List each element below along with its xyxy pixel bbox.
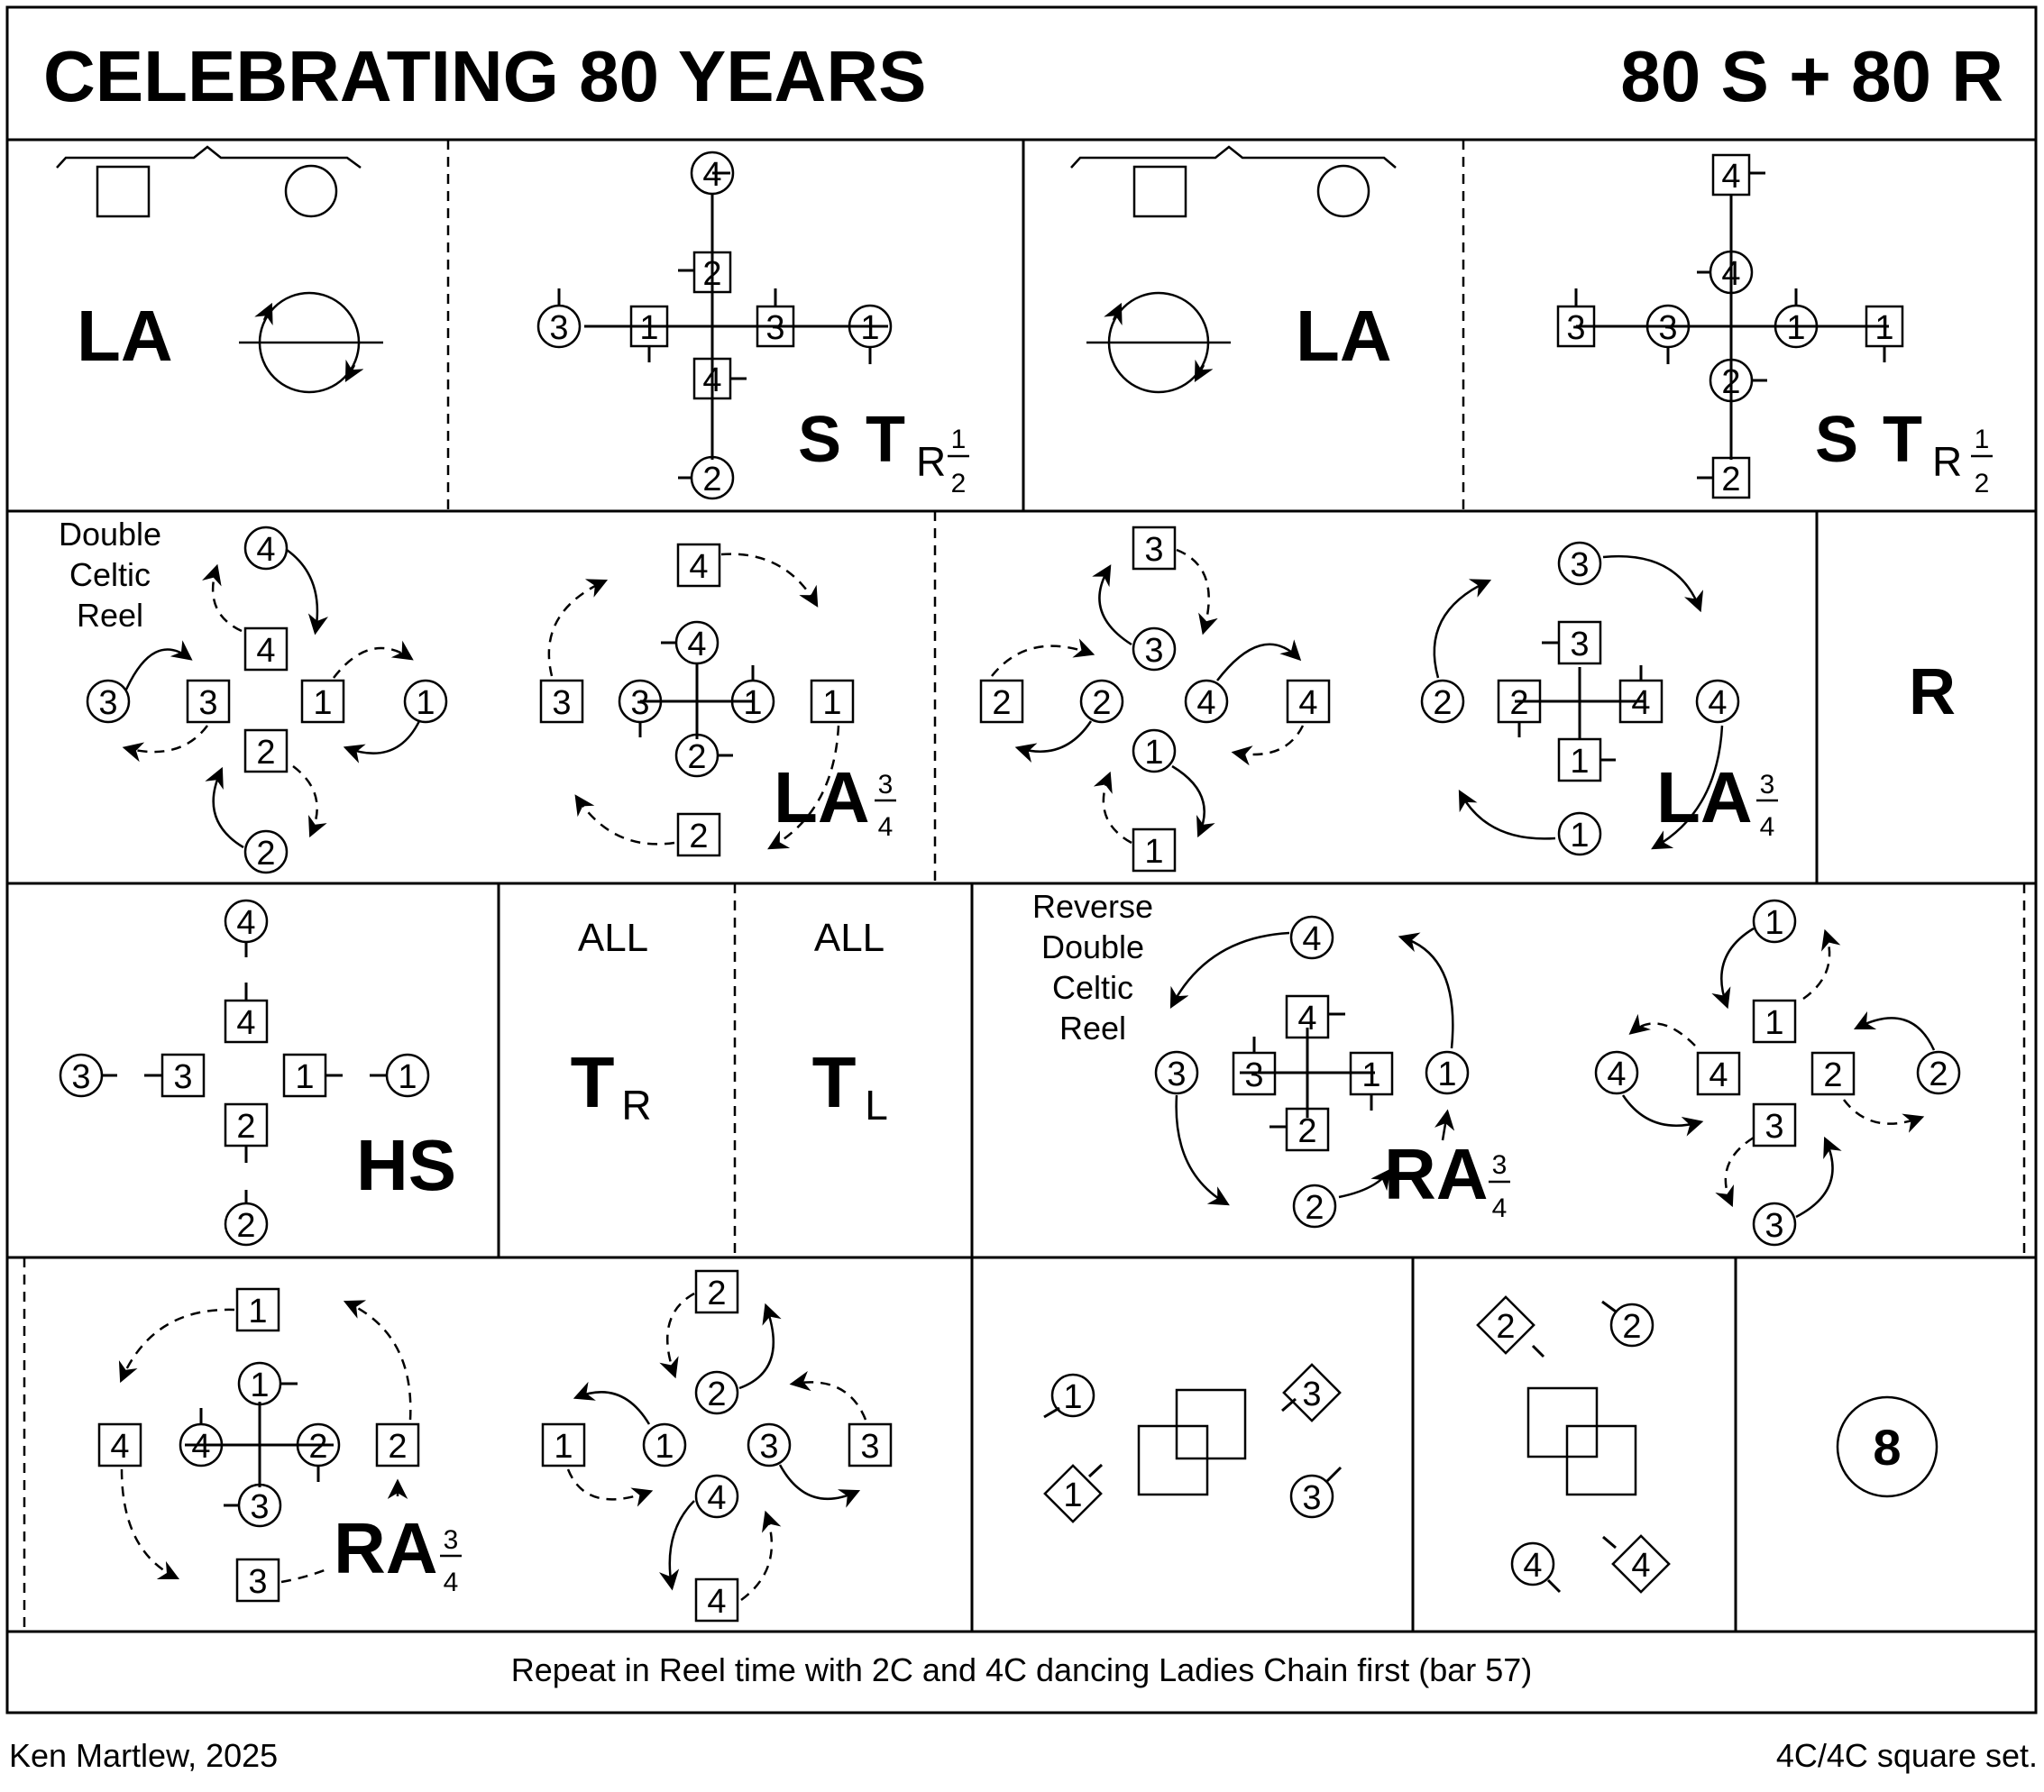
- figure-sub: R: [621, 1082, 652, 1129]
- frac-num: 1: [950, 425, 967, 454]
- frac-num: 3: [1759, 770, 1775, 800]
- dancer-3-man: 3: [552, 684, 572, 722]
- figure-reel: R: [1909, 656, 1956, 728]
- all-label: ALL: [577, 916, 649, 960]
- label-line-2: Celtic: [69, 556, 151, 593]
- dancer-2-woman: 2: [1305, 1189, 1324, 1227]
- dancer-1-woman: 1: [655, 1428, 674, 1466]
- figure-label: LA: [774, 757, 870, 837]
- dancer-1-woman: 1: [416, 684, 435, 722]
- dancer-2-woman: 2: [1092, 684, 1112, 722]
- dancer-4-woman: 4: [1721, 255, 1741, 293]
- dancer-3-man: 3: [1144, 531, 1164, 569]
- label-line-3: Celtic: [1051, 969, 1134, 1006]
- dancer-2-man: 2: [1721, 461, 1741, 498]
- dancer-4-man: 4: [689, 548, 709, 586]
- dancer-1-woman: 1: [1144, 734, 1164, 772]
- dancer-1-man: 1: [639, 309, 659, 347]
- dancer-1-man: 1: [1874, 309, 1894, 347]
- row4-cell2: [543, 1271, 891, 1621]
- frac-num: 3: [1491, 1150, 1508, 1180]
- figure-label: LA: [77, 296, 173, 376]
- label-line-3: Reel: [76, 597, 144, 634]
- dancer-3-woman: 3: [1302, 1479, 1322, 1517]
- row1-cell1: [57, 147, 383, 392]
- dancer-2-woman: 2: [707, 1376, 727, 1413]
- dancer-3-man: 3: [1764, 1108, 1784, 1146]
- row3-cell2: [571, 916, 652, 1129]
- dancer-4-man: 4: [1721, 158, 1741, 196]
- dancer-4-woman: 4: [1302, 920, 1322, 958]
- dancer-1-man: 1: [313, 684, 333, 722]
- dancer-2-man: 2: [702, 255, 722, 293]
- dancer-4-man: 4: [1297, 1000, 1317, 1038]
- dancer-1-man: 1: [554, 1428, 573, 1466]
- dancer-1-man: 1: [295, 1058, 315, 1096]
- frac-den: 4: [1759, 812, 1775, 842]
- author-credit: Ken Martlew, 2025: [9, 1737, 279, 1774]
- dancer-4-woman: 4: [687, 626, 707, 663]
- row3-cell5: [1596, 901, 1959, 1245]
- dancer-2-woman: 2: [308, 1428, 328, 1466]
- figure-sub: L: [865, 1082, 888, 1129]
- dancer-2-man: 2: [992, 684, 1012, 722]
- figure-s: S: [1815, 404, 1859, 476]
- row2-cell4: [1422, 543, 1778, 855]
- dancer-3-woman: 3: [1658, 309, 1678, 347]
- bars-count: 8: [1873, 1419, 1902, 1476]
- figure-label: LA: [1296, 296, 1392, 376]
- dancer-4-man: 4: [1631, 684, 1651, 722]
- woman-circle-icon: [286, 166, 336, 216]
- row4-cell3: [1044, 1365, 1341, 1522]
- figure-t: T: [866, 404, 905, 476]
- dancer-4-man: 4: [1298, 684, 1318, 722]
- dancer-2-woman: 2: [1622, 1308, 1642, 1346]
- frac-num: 3: [443, 1525, 459, 1555]
- woman-circle-icon: [1318, 166, 1369, 216]
- all-label: ALL: [813, 916, 885, 960]
- dancer-2-man: 2: [1297, 1112, 1317, 1150]
- dancer-3-man: 3: [248, 1563, 268, 1601]
- dancer-1-man: 1: [1570, 743, 1590, 781]
- frac-den: 2: [950, 469, 967, 498]
- dancer-2-man: 2: [1823, 1056, 1843, 1094]
- dancer-4-man: 4: [1709, 1056, 1728, 1094]
- man-square-icon: [97, 167, 149, 216]
- dancer-4-man: 4: [110, 1428, 130, 1466]
- dancer-3-woman: 3: [630, 684, 650, 722]
- dancer-1-woman: 1: [860, 309, 880, 347]
- dancer-1-man: 1: [822, 684, 842, 722]
- dancer-2-woman: 2: [236, 1207, 256, 1245]
- dancer-3-man: 3: [1570, 626, 1590, 663]
- dancer-2-woman: 2: [687, 738, 707, 776]
- figure-t: T: [1883, 404, 1922, 476]
- dancer-1-man: 1: [1144, 833, 1164, 871]
- dancer-3-man: 3: [860, 1428, 880, 1466]
- dancer-4-man: 4: [256, 632, 276, 670]
- dancer-2-man: 2: [388, 1428, 408, 1466]
- dancer-3-woman: 3: [549, 309, 569, 347]
- dancer-2-woman: 2: [1433, 684, 1453, 722]
- dancer-3-man: 3: [1244, 1056, 1264, 1094]
- dancer-3-woman: 3: [250, 1488, 270, 1526]
- row2-cell1: [59, 516, 446, 873]
- dancer-3-man: 3: [1302, 1376, 1322, 1413]
- row1-cell4: [1558, 155, 1993, 498]
- dancer-4-woman: 4: [1607, 1056, 1627, 1093]
- frac-num: 1: [1974, 425, 1990, 454]
- figure-label: RA: [334, 1508, 438, 1588]
- dancer-4-woman: 4: [702, 156, 722, 194]
- dancer-1-woman: 1: [743, 684, 763, 722]
- dancer-4-woman: 4: [1196, 684, 1216, 722]
- dancer-3-woman: 3: [98, 684, 118, 722]
- row4-cell4: [1478, 1297, 1669, 1592]
- dancer-3-man: 3: [765, 309, 785, 347]
- dancer-2-man: 2: [256, 734, 276, 772]
- dancer-1-woman: 1: [1437, 1056, 1457, 1093]
- dancer-2-man: 2: [1509, 684, 1529, 722]
- row2-cell2: [541, 544, 896, 855]
- row2-cell3: [981, 527, 1329, 871]
- dancer-4-man: 4: [1631, 1547, 1651, 1585]
- figure-sub: R: [916, 438, 947, 485]
- dancer-1-woman: 1: [1764, 904, 1784, 942]
- frac-den: 4: [877, 812, 894, 842]
- row3-cell3: [812, 916, 888, 1129]
- dancer-4-woman: 4: [1708, 684, 1728, 722]
- dancer-4-woman: 4: [256, 531, 276, 569]
- frac-num: 3: [877, 770, 894, 800]
- figure-t: T: [811, 1042, 857, 1122]
- tempo-label: 80 S + 80 R: [1620, 36, 2003, 116]
- dancer-2-man: 2: [236, 1108, 256, 1146]
- figure-t: T: [570, 1042, 615, 1122]
- figure-label: HS: [356, 1125, 457, 1205]
- figure-label: LA: [1656, 757, 1753, 837]
- dancer-3-woman: 3: [1764, 1207, 1784, 1245]
- dancer-1-man: 1: [248, 1293, 268, 1330]
- row3-cell4: [1032, 888, 1510, 1227]
- dancer-3-woman: 3: [1570, 546, 1590, 584]
- dancer-2-woman: 2: [702, 461, 722, 498]
- dancer-1-man: 1: [1063, 1477, 1083, 1514]
- dancer-3-woman: 3: [1167, 1056, 1187, 1093]
- dancer-3-woman: 3: [71, 1058, 91, 1096]
- dancer-2-woman: 2: [1721, 363, 1741, 401]
- dancer-3-man: 3: [173, 1058, 193, 1096]
- row1-cell2: [538, 152, 969, 498]
- label-line-2: Double: [1040, 928, 1145, 965]
- dancer-4-man: 4: [702, 361, 722, 399]
- row1-cell3: [1071, 147, 1396, 392]
- figure-label: RA: [1384, 1134, 1489, 1214]
- frac-den: 4: [1491, 1193, 1508, 1223]
- dancer-1-man: 1: [1764, 1004, 1784, 1042]
- dancer-3-man: 3: [198, 684, 218, 722]
- dancer-3-woman: 3: [1144, 632, 1164, 670]
- frac-den: 4: [443, 1568, 459, 1597]
- figure-s: S: [798, 404, 842, 476]
- page-title: CELEBRATING 80 YEARS: [43, 36, 927, 116]
- dancer-1-woman: 1: [1786, 309, 1806, 347]
- dancer-1-woman: 1: [1063, 1378, 1083, 1416]
- dancer-1-woman: 1: [1570, 817, 1590, 855]
- dancer-1-woman: 1: [398, 1058, 417, 1096]
- dancer-1-woman: 1: [250, 1367, 270, 1404]
- row4-cell5: [1838, 1397, 1937, 1496]
- frac-den: 2: [1974, 469, 1990, 498]
- dancer-3-man: 3: [1566, 309, 1586, 347]
- dancer-4-man: 4: [707, 1583, 727, 1621]
- label-line-1: Double: [58, 516, 162, 553]
- label-line-1: Reverse: [1031, 888, 1154, 925]
- dancer-4-man: 4: [236, 1004, 256, 1042]
- row3-cell1: [60, 901, 456, 1245]
- label-line-4: Reel: [1059, 1010, 1127, 1047]
- row4-cell1: [99, 1289, 462, 1601]
- dancer-4-woman: 4: [707, 1479, 727, 1517]
- dancer-2-woman: 2: [256, 835, 276, 873]
- dancer-2-man: 2: [707, 1275, 727, 1312]
- dancer-3-woman: 3: [759, 1428, 779, 1466]
- footer-note: Repeat in Reel time with 2C and 4C dancing Ladies Chain first (bar 57): [510, 1651, 1533, 1688]
- dancer-4-woman: 4: [191, 1428, 211, 1466]
- dancer-2-man: 2: [689, 818, 709, 855]
- set-type: 4C/4C square set.: [1775, 1737, 2038, 1774]
- figure-sub: R: [1932, 438, 1963, 485]
- dancer-1-man: 1: [1361, 1056, 1381, 1094]
- dancer-2-man: 2: [1496, 1308, 1516, 1346]
- dancer-2-woman: 2: [1929, 1056, 1948, 1093]
- dancer-4-woman: 4: [1523, 1547, 1543, 1585]
- man-square-icon: [1134, 167, 1186, 216]
- dancer-4-woman: 4: [236, 904, 256, 942]
